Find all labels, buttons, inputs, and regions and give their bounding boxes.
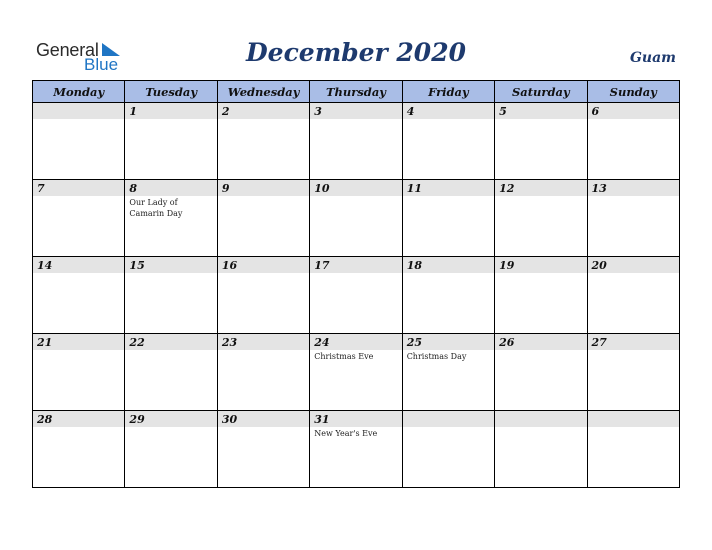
- day-cell-26: [495, 334, 587, 411]
- day-number: [33, 103, 124, 119]
- calendar-body: [33, 103, 680, 488]
- day-cell-11: [402, 180, 494, 257]
- logo-text-blue: Blue: [84, 55, 119, 74]
- logo-text-general: General: [36, 40, 99, 60]
- weekday-header-monday: Monday: [33, 81, 125, 103]
- day-number: 9: [218, 180, 309, 196]
- day-number: 23: [218, 334, 309, 350]
- day-cell-27: [587, 334, 679, 411]
- day-number: 27: [588, 334, 679, 350]
- day-number: 3: [310, 103, 401, 119]
- day-cell-4: [402, 103, 494, 180]
- day-number: 31: [310, 411, 401, 427]
- weekday-header-wednesday: Wednesday: [217, 81, 309, 103]
- weekday-header-tuesday: Tuesday: [125, 81, 217, 103]
- empty-day-cell: [587, 411, 679, 488]
- day-cell-7: [33, 180, 125, 257]
- day-number: 4: [403, 103, 494, 119]
- week-row: [33, 180, 680, 257]
- day-cell-12: [495, 180, 587, 257]
- day-number: 15: [125, 257, 216, 273]
- region-label: Guam: [629, 50, 676, 66]
- week-row: [33, 334, 680, 411]
- empty-day-cell: [402, 411, 494, 488]
- day-number: 18: [403, 257, 494, 273]
- empty-day-cell: [33, 103, 125, 180]
- day-number: [495, 411, 586, 427]
- day-cell-15: [125, 257, 217, 334]
- day-number: 30: [218, 411, 309, 427]
- day-number: [403, 411, 494, 427]
- day-cell-24: [310, 334, 402, 411]
- day-number: 5: [495, 103, 586, 119]
- day-number: 19: [495, 257, 586, 273]
- holiday-label: Our Lady of Camarin Day: [129, 198, 183, 218]
- weekday-header-friday: Friday: [402, 81, 494, 103]
- day-cell-1: [125, 103, 217, 180]
- day-number: 21: [33, 334, 124, 350]
- day-cell-31: [310, 411, 402, 488]
- week-row: [33, 103, 680, 180]
- day-number: [588, 411, 679, 427]
- day-number: 8: [125, 180, 216, 196]
- day-cell-25: [402, 334, 494, 411]
- weekday-header-sunday: Sunday: [587, 81, 679, 103]
- day-cell-9: [217, 180, 309, 257]
- day-number: 20: [588, 257, 679, 273]
- day-number: 2: [218, 103, 309, 119]
- day-cell-20: [587, 257, 679, 334]
- holiday-label: Christmas Eve: [314, 352, 374, 361]
- day-cell-14: [33, 257, 125, 334]
- weekday-header-saturday: Saturday: [495, 81, 587, 103]
- day-number: 22: [125, 334, 216, 350]
- day-number: 26: [495, 334, 586, 350]
- day-number: 13: [588, 180, 679, 196]
- day-number: 17: [310, 257, 401, 273]
- day-number: 1: [125, 103, 216, 119]
- day-cell-23: [217, 334, 309, 411]
- day-number: 28: [33, 411, 124, 427]
- day-number: 24: [310, 334, 401, 350]
- week-row: [33, 411, 680, 488]
- day-number: 14: [33, 257, 124, 273]
- day-cell-8: [125, 180, 217, 257]
- day-number: 10: [310, 180, 401, 196]
- day-cell-18: [402, 257, 494, 334]
- day-cell-3: [310, 103, 402, 180]
- holiday-label: Christmas Day: [406, 352, 467, 361]
- day-cell-17: [310, 257, 402, 334]
- day-cell-19: [495, 257, 587, 334]
- day-number: 6: [588, 103, 679, 119]
- weekday-header-thursday: Thursday: [310, 81, 402, 103]
- day-number: 7: [33, 180, 124, 196]
- day-cell-29: [125, 411, 217, 488]
- day-number: 29: [125, 411, 216, 427]
- day-cell-10: [310, 180, 402, 257]
- calendar-title: December 2020: [245, 38, 466, 67]
- day-number: 25: [403, 334, 494, 350]
- empty-day-cell: [495, 411, 587, 488]
- day-cell-6: [587, 103, 679, 180]
- calendar-grid: [32, 80, 680, 488]
- day-cell-2: [217, 103, 309, 180]
- day-cell-30: [217, 411, 309, 488]
- day-cell-13: [587, 180, 679, 257]
- day-cell-5: [495, 103, 587, 180]
- weekday-header-row: [33, 81, 680, 103]
- day-cell-28: [33, 411, 125, 488]
- day-cell-16: [217, 257, 309, 334]
- day-cell-22: [125, 334, 217, 411]
- day-number: 11: [403, 180, 494, 196]
- week-row: [33, 257, 680, 334]
- day-cell-21: [33, 334, 125, 411]
- day-number: 12: [495, 180, 586, 196]
- holiday-label: New Year's Eve: [314, 429, 378, 438]
- day-number: 16: [218, 257, 309, 273]
